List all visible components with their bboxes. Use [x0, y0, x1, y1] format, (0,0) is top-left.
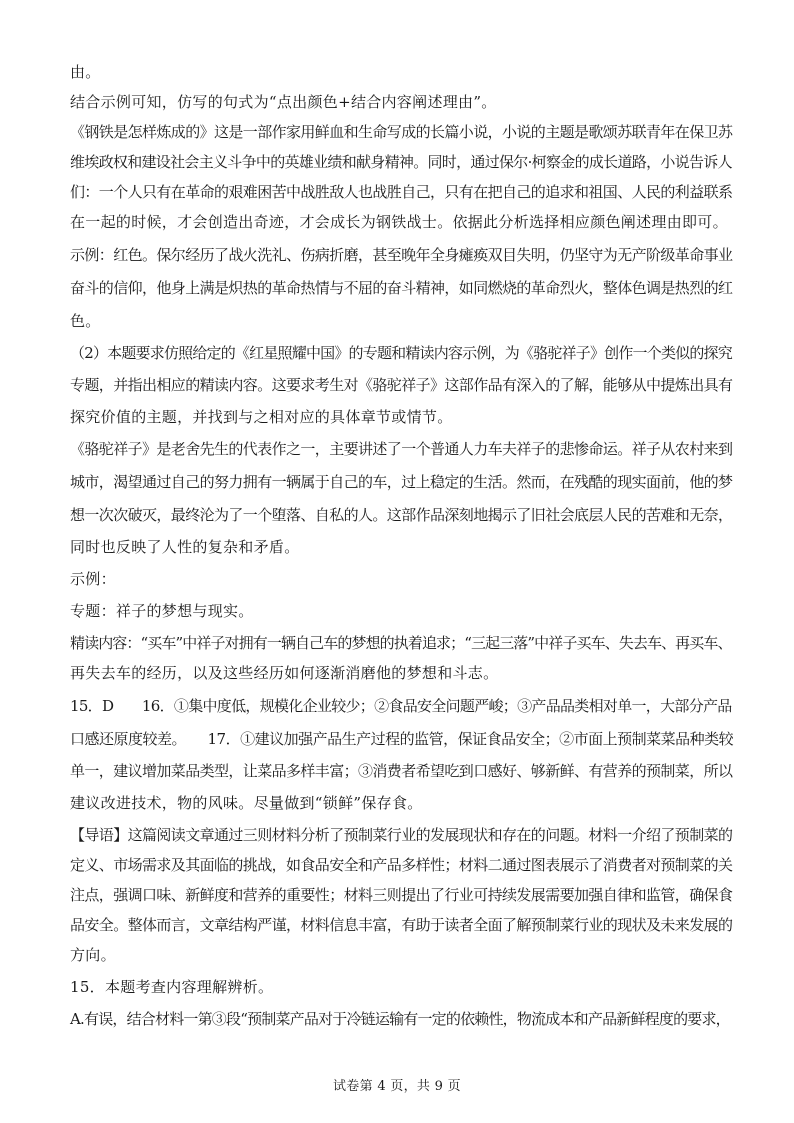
- text-line: 专题：祥子的梦想与现实。: [70, 602, 254, 620]
- text-line: 们：一个人只有在革命的艰难困苦中战胜敌人也战胜自己，只有在把自己的追求和祖国、人民的利益联系: [70, 183, 733, 201]
- text-line: 建议改进技术，物的风味。尽量做到“锁鲜”保存食。: [70, 794, 423, 812]
- text-line: 示例：红色。保尔经历了战火洗礼、伤病折磨，甚至晚年全身瘫痪双目失明，仍坚守为无产阶级革命事业: [70, 246, 733, 264]
- text-line: 专题，并指出相应的精读内容。这要求考生对《骆驼祥子》这部作品有深入的了解，能够从中提炼出具有: [70, 376, 733, 394]
- text-line: 【导语】这篇阅读文章通过三则材料分析了预制菜行业的发展现状和存在的问题。材料一介绍了预制菜的: [70, 826, 733, 844]
- text-line: 品安全。整体而言，文章结构严谨，材料信息丰富，有助于读者全面了解预制菜行业的现状及未来发展的: [70, 916, 733, 934]
- text-line: 奋斗的信仰，他身上满是炽热的革命热情与不屈的奋斗精神，如同燃烧的革命烈火，整体色调是热烈的红: [70, 279, 733, 297]
- text-line: 探究价值的主题，并找到与之相对应的具体章节或情节。: [70, 408, 453, 426]
- text-line: 定义、市场需求及其面临的挑战，如食品安全和产品多样性；材料二通过图表展示了消费者对预制菜的关: [70, 856, 733, 874]
- text-line: 精读内容：“买车”中祥子对拥有一辆自己车的梦想的执着追求；“三起三落”中祥子买车、失去车、再买车、: [70, 634, 732, 652]
- text-line: 同时也反映了人性的复杂和矛盾。: [70, 538, 300, 556]
- text-line: 由。: [70, 63, 101, 81]
- text-line: （2）本题要求仿照给定的《红星照耀中国》的专题和精读内容示例，为《骆驼祥子》创作一个类似的探究: [70, 344, 732, 362]
- text-line: 15．本题考查内容理解辨析。: [70, 978, 274, 996]
- text-line: 城市，渴望通过自己的努力拥有一辆属于自己的车，过上稳定的生活。然而，在残酷的现实面前，他的梦: [70, 473, 733, 491]
- text-line: 《钢铁是怎样炼成的》这是一部作家用鲜血和生命写成的长篇小说，小说的主题是歌颂苏联青年在保卫苏: [70, 123, 733, 141]
- text-line: A.有误，结合材料一第③段“预制菜产品对于冷链运输有一定的依赖性，物流成本和产品新鲜程度的要求，: [70, 1010, 730, 1028]
- text-line: 单一，建议增加菜品类型，让菜品多样丰富；③消费者希望吃到口感好、够新鲜、有营养的预制菜，所以: [70, 762, 733, 780]
- text-line: 色。: [70, 312, 101, 330]
- text-line: 《骆驼祥子》是老舍先生的代表作之一，主要讲述了一个普通人力车夫祥子的悲惨命运。祥子从农村来到: [70, 440, 733, 458]
- text-line: 注点，强调口味、新鲜度和营养的重要性；材料三则提出了行业可持续发展需要加强自律和监管，确保食: [70, 886, 733, 904]
- text-line: 维埃政权和建设社会主义斗争中的英雄业绩和献身精神。同时，通过保尔·柯察金的成长道路，小说告诉人: [70, 153, 732, 171]
- text-line: 方向。: [70, 946, 116, 964]
- text-line: 结合示例可知，仿写的句式为“点出颜色+结合内容阐述理由”。: [70, 93, 497, 111]
- text-line: 想一次次破灭，最终沦为了一个堕落、自私的人。这部作品深刻地揭示了旧社会底层人民的苦难和无奈，: [70, 506, 733, 524]
- page-footer: 试卷第 4 页，共 9 页: [333, 1079, 461, 1094]
- text-line: 再失去车的经历，以及这些经历如何逐渐消磨他的梦想和斗志。: [70, 664, 499, 682]
- text-line: 示例：: [70, 570, 116, 588]
- text-line: 在一起的时候，才会创造出奇迹，才会成长为钢铁战士。依据此分析选择相应颜色阐述理由即可。: [70, 213, 728, 231]
- text-line: 15．D 16．①集中度低，规模化企业较少；②食品安全问题严峻；③产品品类相对单一，大部分产品: [70, 697, 732, 715]
- text-line: 口感还原度较差。 17．①建议加强产品生产过程的监管，保证食品安全；②市面上预制菜菜品种类较: [70, 730, 734, 748]
